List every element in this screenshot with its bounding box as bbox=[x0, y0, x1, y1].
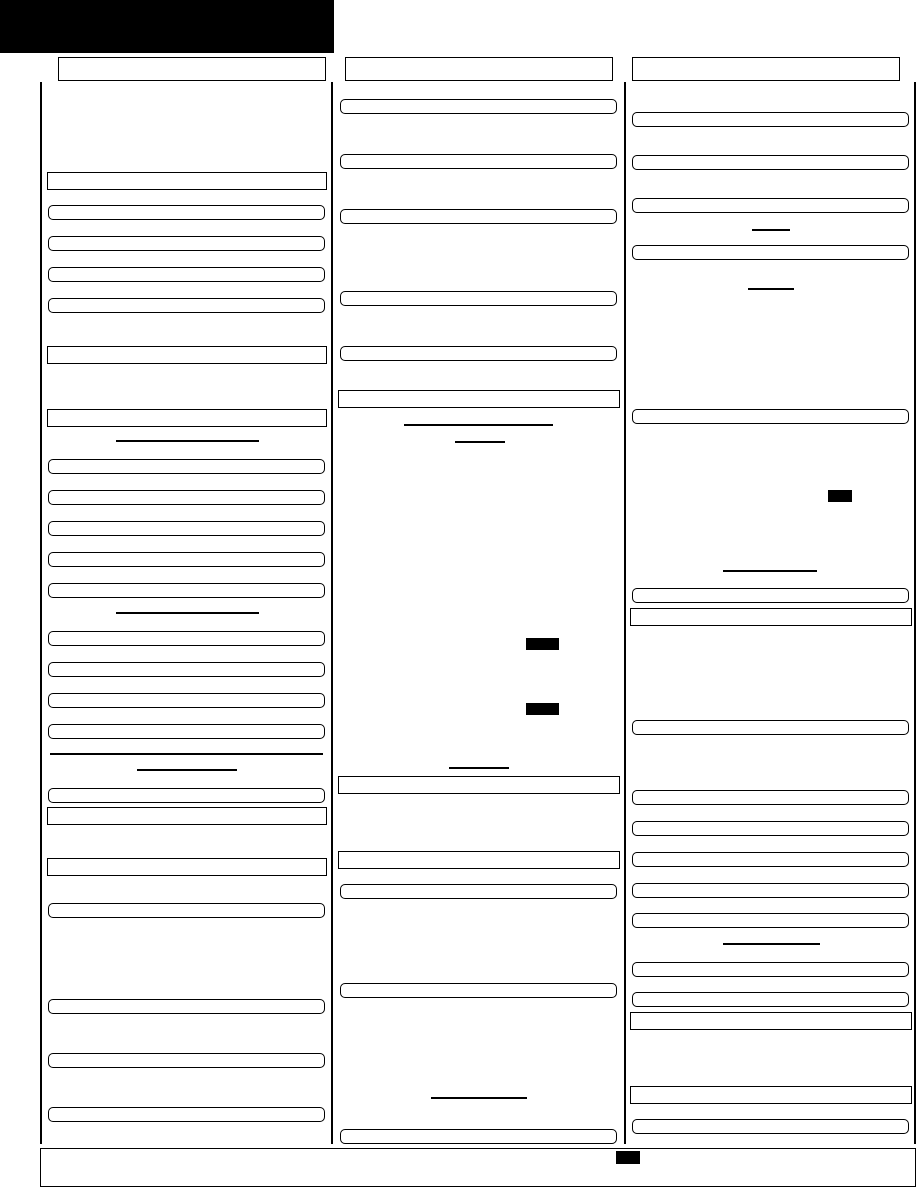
section-underline bbox=[752, 229, 790, 231]
form-field[interactable] bbox=[340, 1129, 617, 1144]
section-underline bbox=[116, 440, 259, 442]
form-field[interactable] bbox=[48, 903, 325, 918]
form-field[interactable] bbox=[632, 198, 909, 213]
form-field[interactable] bbox=[632, 1119, 909, 1134]
column-divider-left bbox=[40, 82, 42, 1144]
form-field[interactable] bbox=[632, 913, 909, 928]
redaction-block bbox=[526, 638, 559, 650]
form-field[interactable] bbox=[48, 724, 325, 739]
form-field[interactable] bbox=[48, 693, 325, 708]
column-divider-2 bbox=[624, 82, 626, 1144]
form-field[interactable] bbox=[48, 999, 325, 1014]
form-section-box bbox=[47, 858, 327, 876]
form-field[interactable] bbox=[48, 662, 325, 677]
form-field[interactable] bbox=[48, 583, 325, 598]
form-title-block bbox=[0, 0, 334, 53]
form-field[interactable] bbox=[632, 790, 909, 805]
form-field[interactable] bbox=[632, 155, 909, 170]
section-underline bbox=[404, 424, 553, 426]
form-field[interactable] bbox=[632, 992, 909, 1007]
form-section-box bbox=[338, 776, 620, 794]
form-section-box bbox=[47, 409, 327, 427]
form-field[interactable] bbox=[340, 209, 617, 224]
column-header-1 bbox=[58, 57, 326, 81]
column-divider-1 bbox=[331, 82, 333, 1144]
section-rule bbox=[50, 753, 323, 755]
form-field[interactable] bbox=[340, 346, 617, 361]
form-section-box bbox=[630, 608, 912, 626]
section-underline bbox=[723, 943, 820, 945]
form-section-box bbox=[338, 851, 620, 869]
section-underline bbox=[748, 288, 794, 290]
form-field[interactable] bbox=[48, 298, 325, 313]
column-divider-right bbox=[914, 82, 916, 1144]
form-section-box bbox=[630, 1086, 912, 1104]
form-field[interactable] bbox=[340, 291, 617, 306]
form-field[interactable] bbox=[632, 588, 909, 603]
form-field[interactable] bbox=[340, 154, 617, 169]
form-section-box bbox=[47, 172, 327, 190]
form-field[interactable] bbox=[632, 112, 909, 127]
form-field[interactable] bbox=[48, 521, 325, 536]
form-field[interactable] bbox=[48, 236, 325, 251]
form-field[interactable] bbox=[48, 490, 325, 505]
section-underline bbox=[723, 570, 817, 572]
form-field[interactable] bbox=[48, 1107, 325, 1122]
form-field[interactable] bbox=[632, 409, 909, 424]
form-field[interactable] bbox=[340, 983, 617, 998]
section-underline bbox=[455, 441, 505, 443]
redaction-block bbox=[828, 490, 852, 502]
form-section-box bbox=[47, 807, 327, 825]
form-field[interactable] bbox=[632, 720, 909, 735]
form-footer bbox=[40, 1148, 916, 1187]
form-field[interactable] bbox=[48, 205, 325, 220]
form-field[interactable] bbox=[632, 245, 909, 260]
form-field[interactable] bbox=[48, 631, 325, 646]
form-field[interactable] bbox=[340, 99, 617, 114]
form-field[interactable] bbox=[48, 552, 325, 567]
redaction-block bbox=[526, 703, 559, 715]
form-field[interactable] bbox=[48, 267, 325, 282]
redaction-block bbox=[616, 1151, 640, 1164]
form-field[interactable] bbox=[48, 788, 325, 803]
form-section-box bbox=[338, 390, 620, 408]
form-section-box bbox=[630, 1012, 912, 1030]
column-header-2 bbox=[345, 57, 613, 81]
form-field[interactable] bbox=[48, 459, 325, 474]
section-underline bbox=[431, 1097, 527, 1099]
section-underline bbox=[116, 612, 259, 614]
form-field[interactable] bbox=[632, 852, 909, 867]
column-header-3 bbox=[632, 57, 900, 81]
section-underline bbox=[137, 769, 237, 771]
form-section-box bbox=[47, 346, 327, 364]
form-field[interactable] bbox=[632, 821, 909, 836]
form-field[interactable] bbox=[340, 884, 617, 899]
form-field[interactable] bbox=[632, 962, 909, 977]
form-field[interactable] bbox=[632, 883, 909, 898]
section-underline bbox=[449, 767, 509, 769]
form-field[interactable] bbox=[48, 1053, 325, 1068]
